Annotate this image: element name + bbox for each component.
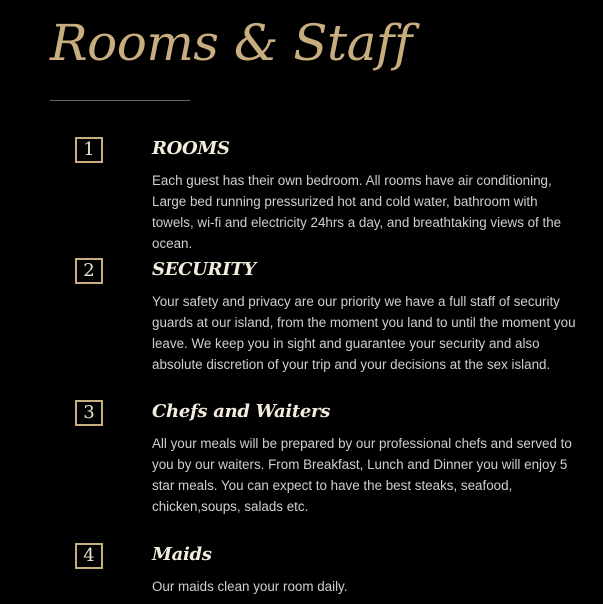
item-number-badge: 1 — [75, 137, 103, 163]
item-description: Each guest has their own bedroom. All rooms have air conditioning, Large bed running pressurized hot and cold water, bathroom with towels, wi-fi and electricity 24hrs a day, and breathtaking views of the ocean. — [152, 173, 562, 251]
item-heading: ROOMS — [152, 138, 230, 159]
item-number-badge: 3 — [75, 400, 103, 426]
item-description: All your meals will be prepared by our professional chefs and served to you by our waiters. From Breakfast, Lunch and Dinner you will enjoy 5 star meals. You can expect to have the best steaks, seafood, chicken,soups, salads etc. — [152, 436, 572, 514]
item-description: Your safety and privacy are our priority we have a full staff of security guards at our island, from the moment you land to until the moment you leave. We keep you in sight and guarantee your security and also absolute discretion of your trip and your decisions at the sex island. — [152, 294, 576, 372]
item-description: Our maids clean your room daily. — [152, 579, 348, 594]
item-heading: SECURITY — [152, 259, 256, 280]
page-title: Rooms & Staff — [50, 14, 412, 72]
item-number-badge: 2 — [75, 258, 103, 284]
item-number-badge: 4 — [75, 543, 103, 569]
title-divider — [50, 100, 190, 101]
item-heading: Chefs and Waiters — [152, 401, 331, 422]
item-heading: Maids — [152, 544, 212, 565]
